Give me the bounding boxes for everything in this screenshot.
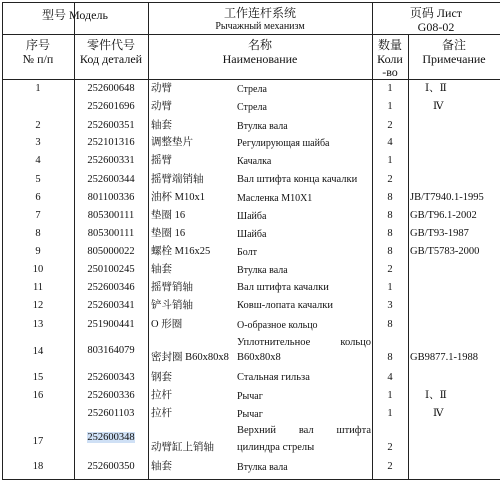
row-note: JB/T7940.1-1995 bbox=[410, 192, 484, 203]
row-name-cn: 轴套 bbox=[151, 461, 172, 472]
row-no: 12 bbox=[32, 300, 44, 311]
row-name-ru-line2: B60x80x8 bbox=[237, 352, 281, 363]
col-header-note-cn: 备注 bbox=[441, 38, 466, 52]
row-name-cn: 油杯 M10x1 bbox=[151, 192, 205, 203]
row-name-ru: Качалка bbox=[237, 156, 272, 167]
row-name-cn: 轴套 bbox=[151, 120, 172, 131]
row-qty: 8 bbox=[387, 246, 393, 257]
row-code: 801100336 bbox=[87, 192, 135, 203]
row-no: 13 bbox=[32, 319, 44, 330]
row-name-ru: Шайба bbox=[237, 211, 267, 222]
row-no: 10 bbox=[32, 264, 44, 275]
table-border-left bbox=[2, 2, 3, 480]
row-note: GB/T5783-2000 bbox=[410, 246, 480, 257]
model-label: 型号 Модель bbox=[42, 8, 108, 22]
row-name-ru: Ковш-лопата качалки bbox=[237, 300, 333, 311]
selected-part-code[interactable]: 252600348 bbox=[87, 432, 135, 443]
col-header-name-cn: 名称 bbox=[247, 38, 272, 52]
col-divider-code bbox=[148, 2, 149, 480]
row-name-ru-line2: цилиндра стрелы bbox=[237, 442, 315, 453]
row-name-cn: 螺栓 M16x25 bbox=[151, 246, 211, 257]
row-name-ru: Втулка вала bbox=[237, 265, 288, 276]
row-code: 252600648 bbox=[87, 83, 135, 94]
row-name-ru-word: штифта bbox=[336, 425, 371, 436]
row-no: 9 bbox=[35, 246, 41, 257]
row-note: Ⅳ bbox=[433, 408, 444, 419]
col-header-qty-ru-2: -во bbox=[382, 65, 398, 79]
row-name-ru: Рычаг bbox=[237, 391, 263, 402]
col-header-code-cn: 零件代号 bbox=[86, 38, 135, 52]
row-name-ru-line1 bbox=[237, 426, 371, 437]
row-note: Ⅳ bbox=[433, 101, 444, 112]
row-no: 18 bbox=[32, 461, 44, 472]
row-name-ru-word: Верхний bbox=[237, 425, 277, 436]
row-qty: 1 bbox=[387, 83, 393, 94]
row-qty: 4 bbox=[387, 372, 393, 383]
row-qty: 8 bbox=[387, 192, 393, 203]
row-qty: 8 bbox=[387, 210, 393, 221]
row-code: 251900441 bbox=[87, 319, 135, 330]
row-name-cn: 钢套 bbox=[151, 372, 172, 383]
row-code: 803164079 bbox=[87, 345, 135, 356]
row-name-cn: 拉杆 bbox=[151, 390, 172, 401]
row-no: 8 bbox=[35, 228, 41, 239]
row-name-cn: 铲斗销轴 bbox=[151, 300, 193, 311]
row-name-ru: Масленка M10X1 bbox=[237, 193, 313, 204]
row-name-ru: Стальная гильза bbox=[237, 372, 310, 383]
row-note: GB9877.1-1988 bbox=[410, 352, 478, 363]
row-no: 14 bbox=[32, 346, 44, 357]
page-value: G08-02 bbox=[417, 20, 455, 34]
row-name-ru: Болт bbox=[237, 247, 257, 258]
row-name-ru: О-образное кольцо bbox=[237, 320, 318, 331]
system-title-cn: 工作连杆系统 bbox=[223, 6, 296, 20]
row-qty: 8 bbox=[387, 352, 393, 363]
row-code: 252600331 bbox=[87, 155, 135, 166]
row-qty: 2 bbox=[387, 264, 393, 275]
row-name-ru: Стрела bbox=[237, 84, 267, 95]
row-name-cn: 轴套 bbox=[151, 264, 172, 275]
row-note: GB/T93-1987 bbox=[410, 228, 469, 239]
col-header-qty-cn: 数量 bbox=[377, 38, 402, 52]
row-code: 252600350 bbox=[87, 461, 135, 472]
table-border-bottom bbox=[2, 479, 500, 480]
page-label: 页码 Лист bbox=[409, 6, 463, 20]
col-divider-note bbox=[408, 34, 409, 480]
row-name-cn: 动臂缸上销轴 bbox=[151, 442, 214, 453]
row-name-cn: 密封圈 B60x80x8 bbox=[151, 352, 229, 363]
row-name-ru: Втулка вала bbox=[237, 462, 288, 473]
row-no: 15 bbox=[32, 372, 44, 383]
row-name-ru-line1 bbox=[237, 338, 371, 349]
row-name-cn: 动臂 bbox=[151, 83, 172, 94]
row-qty: 1 bbox=[387, 390, 393, 401]
row-name-cn: O 形圈 bbox=[151, 319, 183, 330]
row-qty: 8 bbox=[387, 228, 393, 239]
row-name-ru: Шайба bbox=[237, 229, 267, 240]
row-code: 252600344 bbox=[87, 174, 135, 185]
row-name-cn: 摇臂销轴 bbox=[151, 282, 193, 293]
row-code: 252600351 bbox=[87, 120, 135, 131]
row-no: 16 bbox=[32, 390, 44, 401]
row-qty: 1 bbox=[387, 282, 393, 293]
row-note: Ⅰ、Ⅱ bbox=[425, 390, 447, 401]
row-code: 252601696 bbox=[87, 101, 135, 112]
row-name-ru: Вал штифта конца качалки bbox=[237, 174, 358, 185]
row-qty: 8 bbox=[387, 319, 393, 330]
row-name-ru: Вал штифта качалки bbox=[237, 282, 329, 293]
col-header-name-ru: Наименование bbox=[222, 52, 298, 66]
col-header-no-ru: № п/п bbox=[22, 52, 54, 66]
header-divider bbox=[2, 34, 500, 35]
row-no: 11 bbox=[32, 282, 44, 293]
row-code: 252101316 bbox=[87, 137, 135, 148]
row-name-ru-word: Уплотнительное bbox=[237, 337, 311, 348]
row-name-ru: Стрела bbox=[237, 102, 267, 113]
row-code: 252601103 bbox=[87, 408, 135, 419]
row-name-ru-word: кольцо bbox=[340, 337, 371, 348]
row-no: 3 bbox=[35, 137, 41, 148]
row-qty: 3 bbox=[387, 300, 393, 311]
row-qty: 2 bbox=[387, 120, 393, 131]
row-name-cn: 垫圈 16 bbox=[151, 210, 186, 221]
row-qty: 1 bbox=[387, 101, 393, 112]
col-header-qty-ru-1: Коли bbox=[377, 52, 403, 66]
row-name-cn: 调整垫片 bbox=[151, 137, 193, 148]
row-code: 252600341 bbox=[87, 300, 135, 311]
col-header-note-ru: Примечание bbox=[422, 52, 486, 66]
row-name-ru: Втулка вала bbox=[237, 121, 288, 132]
row-name-cn: 拉杆 bbox=[151, 408, 172, 419]
row-name-cn: 动臂 bbox=[151, 101, 172, 112]
row-qty: 4 bbox=[387, 137, 393, 148]
row-no: 17 bbox=[32, 436, 44, 447]
row-name-ru-word: вал bbox=[298, 425, 314, 436]
row-qty: 2 bbox=[387, 174, 393, 185]
row-no: 6 bbox=[35, 192, 41, 203]
row-code: 805000022 bbox=[87, 246, 135, 257]
row-qty: 2 bbox=[387, 461, 393, 472]
system-title-ru: Рычажный механизм bbox=[215, 21, 305, 32]
row-note: Ⅰ、Ⅱ bbox=[425, 83, 447, 94]
row-no: 7 bbox=[35, 210, 41, 221]
row-code: 252600343 bbox=[87, 372, 135, 383]
row-code: 805300111 bbox=[87, 228, 135, 239]
row-qty: 1 bbox=[387, 408, 393, 419]
row-no: 1 bbox=[35, 83, 41, 94]
row-code: 250100245 bbox=[87, 264, 135, 275]
row-no: 4 bbox=[35, 155, 41, 166]
row-note: GB/T96.1-2002 bbox=[410, 210, 477, 221]
row-code: 805300111 bbox=[87, 210, 135, 221]
row-name-cn: 摇臂端销轴 bbox=[151, 174, 204, 185]
row-code: 252600346 bbox=[87, 282, 135, 293]
row-name-cn: 摇臂 bbox=[151, 155, 172, 166]
row-name-cn: 垫圈 16 bbox=[151, 228, 186, 239]
col-header-no-cn: 序号 bbox=[25, 38, 50, 52]
row-name-ru: Регулирующая шайба bbox=[237, 138, 330, 149]
row-code: 252600336 bbox=[87, 390, 135, 401]
table-border-top bbox=[2, 2, 500, 3]
column-header-divider bbox=[2, 79, 500, 80]
row-no: 5 bbox=[35, 174, 41, 185]
col-header-code-ru: Код деталей bbox=[79, 52, 143, 66]
row-code bbox=[74, 433, 148, 444]
row-qty: 1 bbox=[387, 155, 393, 166]
row-name-ru: Рычаг bbox=[237, 409, 263, 420]
row-no: 2 bbox=[35, 120, 41, 131]
row-qty: 2 bbox=[387, 442, 393, 453]
